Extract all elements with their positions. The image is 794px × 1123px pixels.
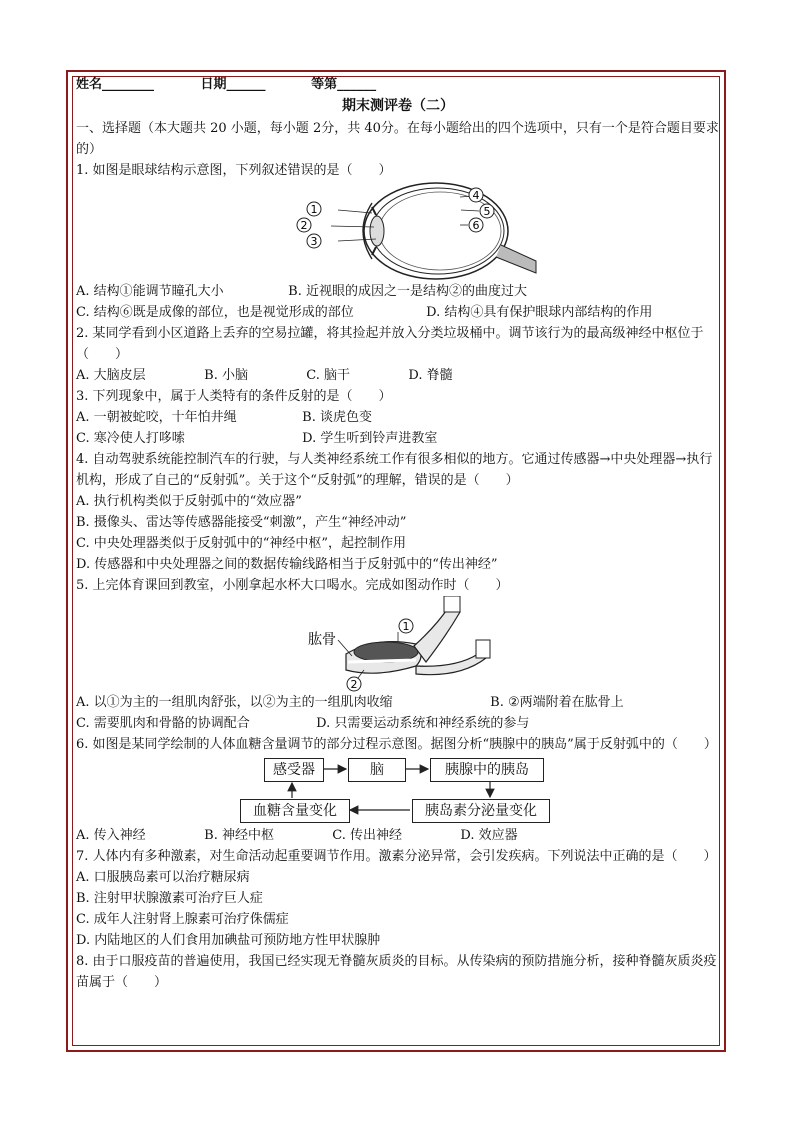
q2-option-b[interactable]: B. 小脑 [204,368,248,383]
q3-option-a[interactable]: A. 一朝被蛇咬，十年怕井绳 [76,410,237,425]
q1-option-a[interactable]: A. 结构①能调节瞳孔大小 [76,284,224,299]
q2-option-a[interactable]: A. 大脑皮层 [76,368,146,383]
arm-label-2 [347,677,361,691]
q5-option-c[interactable]: C. 需要肌肉和骨骼的协调配合 [76,716,250,731]
question-6-stem: 6. 如图是某同学绘制的人体血糖含量调节的部分过程示意图。据图分析“胰腺中的胰岛”属于反射弧中的（ ） [76,737,717,752]
q3-option-d[interactable]: D. 学生听到铃声进教室 [302,431,438,446]
student-info-header [76,74,720,96]
eye-label-4 [469,188,483,202]
svg-text:3: 3 [310,235,318,248]
q1-option-d[interactable]: D. 结构④具有保护眼球内部结构的作用 [426,305,653,320]
name-field[interactable]: 姓名________ [76,77,155,92]
exam-title: 期末测评卷（二） [342,98,454,114]
q5-option-d[interactable]: D. 只需要运动系统和神经系统的参与 [316,716,530,731]
question-3-stem: 3. 下列现象中，属于人类特有的条件反射的是（ ） [76,389,392,404]
q2-option-c[interactable]: C. 脑干 [306,368,351,383]
question-7-stem: 7. 人体内有多种激素，对生命活动起重要调节作用。激素分泌异常，会引发疾病。下列说法中正确的是（ ） [76,849,717,864]
eye-label-1 [307,202,321,216]
question-3-options-ab [76,407,720,428]
q2-option-d[interactable]: D. 脊髓 [408,368,453,383]
q4-option-d[interactable]: D. 传感器和中央处理器之间的数据传输线路相当于反射弧中的“传出神经” [76,557,498,572]
q7-option-b[interactable]: B. 注射甲状腺激素可治疗巨人症 [76,891,263,906]
eye-label-6 [469,218,483,232]
svg-text:2: 2 [350,678,358,691]
question-5-options-cd [76,713,720,734]
svg-text:6: 6 [472,219,480,232]
svg-text:2: 2 [300,219,308,232]
q6-option-c[interactable]: C. 传出神经 [332,828,403,843]
q4-option-b[interactable]: B. 摄像头、雷达等传感器能接受“刺激”，产生“神经冲动” [76,515,407,530]
question-5-stem: 5. 上完体育课回到教室，小刚拿起水杯大口喝水。完成如图动作时（ ） [76,578,509,593]
question-2-options [76,365,720,386]
q7-option-c[interactable]: C. 成年人注射肾上腺素可治疗侏儒症 [76,912,289,927]
arm-diagram-svg [76,596,720,692]
eye-diagram-svg [76,181,720,281]
question-2-stem: 2. 某同学看到小区道路上丢弃的空易拉罐，将其捡起并放入分类垃圾桶中。调节该行为的最高级神经中枢位于（ ） [76,326,704,362]
flow-insulin-change: 胰岛素分泌量变化 [412,799,550,823]
q3-option-c[interactable]: C. 寒冷使人打哆嗦 [76,431,185,446]
arm-label-1 [399,619,413,633]
q6-option-d[interactable]: D. 效应器 [460,828,518,843]
q1-option-b[interactable]: B. 近视眼的成因之一是结构②的曲度过大 [288,284,527,299]
eye-diagram [76,181,720,281]
question-6-options [76,825,720,846]
q6-option-a[interactable]: A. 传入神经 [76,828,146,843]
svg-text:1: 1 [402,620,410,633]
flow-pancreatic-islets: 胰腺中的胰岛 [430,758,544,782]
q3-option-b[interactable]: B. 谈虎色变 [302,410,372,425]
question-1-stem: 1. 如图是眼球结构示意图，下列叙述错误的是（ ） [76,163,392,178]
question-1-options-cd [76,302,720,323]
humerus-label: 肱骨 [308,632,336,648]
q4-option-a[interactable]: A. 执行机构类似于反射弧中的“效应器” [76,494,302,509]
q5-option-b[interactable]: B. ②两端附着在肱骨上 [490,695,624,710]
q6-option-b[interactable]: B. 神经中枢 [204,828,274,843]
grade-field[interactable]: 等第______ [311,77,377,92]
eye-label-3 [307,234,321,248]
q4-option-c[interactable]: C. 中央处理器类似于反射弧中的“神经中枢”，起控制作用 [76,536,407,551]
svg-text:4: 4 [472,189,480,202]
arm-diagram [76,596,720,692]
question-4-stem: 4. 自动驾驶系统能控制汽车的行驶，与人类神经系统工作有很多相似的地方。它通过传感器→中央处理器→执行机构，形成了自己的“反射弧”。关于这个“反射弧”的理解，错误的是（ ） [76,452,713,488]
question-5-options-ab [76,692,720,713]
question-1-options-ab [76,281,720,302]
q7-option-d[interactable]: D. 内陆地区的人们食用加碘盐可预防地方性甲状腺肿 [76,933,381,948]
q7-option-a[interactable]: A. 口服胰岛素可以治疗糖尿病 [76,870,250,885]
svg-text:5: 5 [483,205,491,218]
eye-label-2 [297,218,311,232]
flow-receptor: 感受器 [264,758,324,782]
question-3-options-cd [76,428,720,449]
eye-label-5 [480,204,494,218]
flow-blood-sugar-change: 血糖含量变化 [240,799,350,823]
glucose-flow-diagram [76,755,720,825]
date-field[interactable]: 日期______ [200,77,266,92]
q5-option-a[interactable]: A. 以①为主的一组肌肉舒张，以②为主的一组肌肉收缩 [76,695,393,710]
exam-content [76,74,720,993]
svg-text:1: 1 [310,203,318,216]
q1-option-c[interactable]: C. 结构⑥既是成像的部位，也是视觉形成的部位 [76,305,354,320]
question-8-stem: 8. 由于口服疫苗的普遍使用，我国已经实现无脊髓灰质炎的目标。从传染病的预防措施分析，接种脊髓灰质炎疫苗属于（ ） [76,954,717,990]
flow-brain: 脑 [348,758,406,782]
section-instructions: 一、选择题（本大题共 20 小题，每小题 2分，共 40分。在每小题给出的四个选项中，只有一个是符合题目要求的） [76,121,719,157]
